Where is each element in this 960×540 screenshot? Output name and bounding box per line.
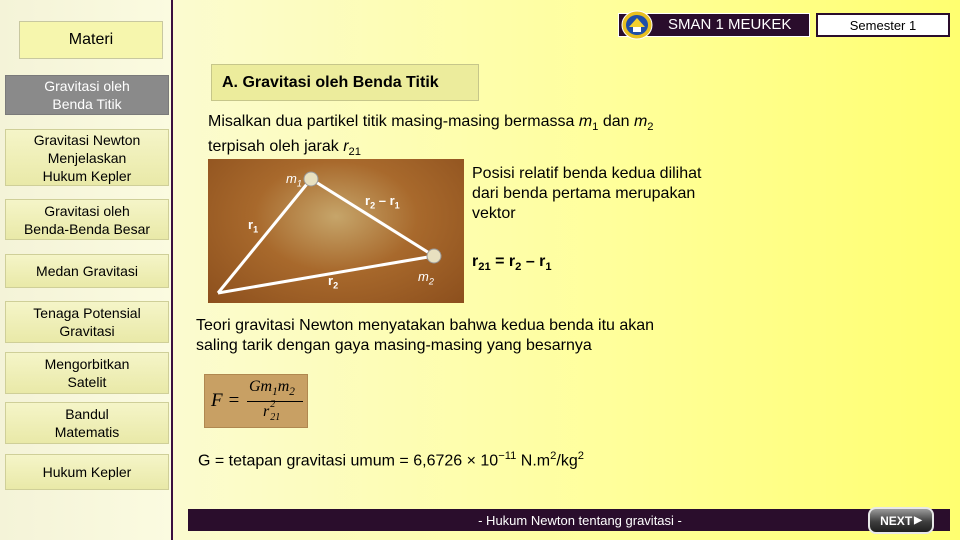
r2-vector-line — [218, 256, 434, 293]
school-crest-icon — [620, 9, 654, 41]
vector-equation: $r_{21} = r_2 - r_1$ — [472, 253, 552, 274]
r2-label: $r_2$ — [328, 273, 339, 291]
r1-vector-line — [218, 179, 311, 293]
sidebar-item-gravitasi-newton-kepler[interactable] — [5, 129, 169, 186]
sidebar-item-label: Tenaga Potensial Gravitasi — [33, 305, 141, 339]
intro-text: Misalkan dua partikel titik masing-masing bermassa $m_1$ dan $m_2$ terpisah oleh jarak $r_{21}$ — [208, 113, 654, 159]
semester-label: Semester 1 — [816, 13, 950, 37]
next-button-label: NEXT — [880, 513, 913, 528]
sidebar-item-hukum-kepler[interactable] — [5, 454, 169, 490]
sidebar-item-gravitasi-benda-titik[interactable] — [5, 75, 169, 115]
section-title: A. Gravitasi oleh Benda Titik — [211, 64, 479, 101]
sidebar-item-label: Hukum Kepler — [42, 464, 132, 480]
gravitational-constant-text: G = tetapan gravitasi umum = $6,6726 \times 10^{-11}$ $N.m^2/kg^2$ — [198, 450, 584, 470]
sidebar-item-label: Mengorbitkan Satelit — [44, 356, 130, 390]
sidebar-item-bandul-matematis[interactable] — [5, 402, 169, 444]
r1-label: $r_1$ — [248, 217, 259, 235]
m1-label: $m_1$ — [286, 171, 302, 189]
sidebar-item-label: Bandul Matematis — [54, 406, 120, 440]
sidebar-item-label: Gravitasi oleh Benda Titik — [44, 78, 130, 112]
sidebar-item-medan-gravitasi[interactable] — [5, 254, 169, 288]
next-button[interactable] — [868, 507, 934, 534]
sidebar-title: Materi — [19, 21, 163, 59]
mass-2-point — [427, 249, 441, 263]
r21-vector-line — [311, 179, 434, 256]
arrow-right-icon: ▶ — [914, 515, 922, 526]
formula-numerator: $Gm_1m_2$ — [249, 378, 295, 399]
sidebar — [0, 0, 173, 540]
m2-label: $m_2$ — [418, 269, 434, 287]
mass-1-point — [304, 172, 318, 186]
sidebar-item-label: Gravitasi Newton Menjelaskan Hukum Kepler — [33, 131, 141, 184]
sidebar-item-benda-besar[interactable] — [5, 199, 169, 240]
sidebar-item-label: Gravitasi oleh Benda-Benda Besar — [23, 202, 151, 237]
sidebar-item-mengorbitkan-satelit[interactable] — [5, 352, 169, 394]
footer-caption: - Hukum Newton tentang gravitasi - — [478, 513, 682, 528]
vector-diagram — [208, 159, 464, 303]
formula-lhs: F = — [211, 390, 241, 411]
newton-gravity-formula — [204, 374, 308, 428]
r2-minus-r1-label: $r_2 - r_1$ — [365, 193, 400, 211]
formula-denominator: r 2 21 — [263, 399, 281, 423]
sidebar-item-tenaga-potensial[interactable] — [5, 301, 169, 343]
position-text: Posisi relatif benda kedua dilihat dari benda pertama merupakan vektor — [472, 165, 702, 222]
school-name: SMAN 1 MEUKEK — [668, 16, 792, 33]
sidebar-item-label: Medan Gravitasi — [36, 263, 138, 279]
theory-text: Teori gravitasi Newton menyatakan bahwa kedua benda itu akan saling tarik dengan gaya masing-masing yang besarnya — [196, 317, 655, 354]
